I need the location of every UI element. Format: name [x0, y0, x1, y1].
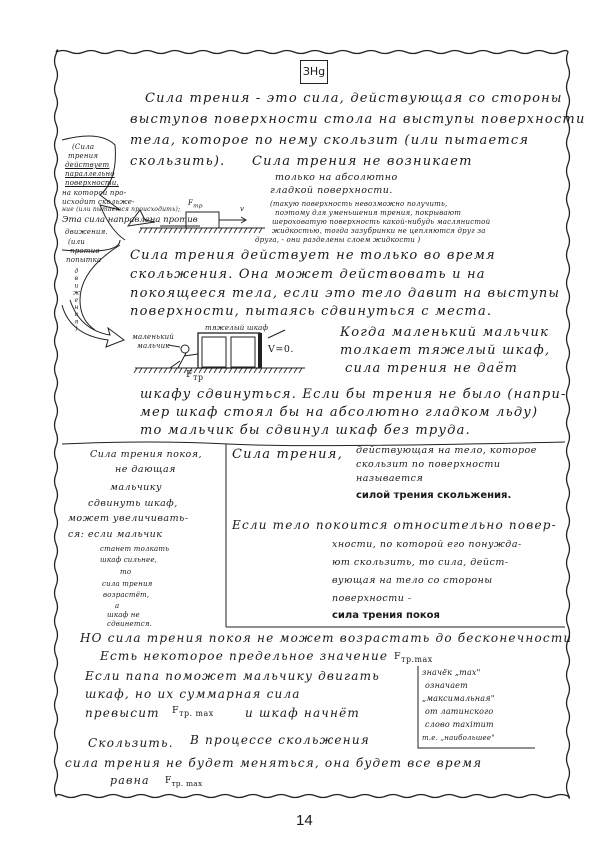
side-line: поверхности,	[65, 179, 119, 187]
force-subscript: тр	[193, 372, 204, 382]
side-line: движения.	[65, 228, 108, 236]
text-line: Сила трения действует не только во время	[130, 248, 496, 263]
force-symbol: F	[165, 776, 172, 786]
force-subscript: тр. max	[171, 778, 203, 788]
text-line: называется	[356, 473, 424, 484]
note-line: „максимальная"	[422, 694, 495, 703]
text-line: хности, по которой его понужда-	[332, 539, 522, 550]
text-line: Скользить.	[88, 736, 174, 750]
text-line: выступов поверхности стола на выступы поверхности	[130, 112, 586, 127]
text-line: шкафу сдвинуться. Если бы трения не было (напри-	[140, 387, 567, 402]
text-line: действующая на тело, которое	[356, 445, 537, 456]
term-static-friction: сила трения покоя	[332, 610, 440, 621]
force-subscript: тр	[193, 203, 203, 210]
text-line: Сила трения - это сила, действующая со стороны	[145, 91, 563, 106]
box-line: сила трения	[102, 580, 153, 588]
friction-label	[188, 199, 203, 210]
friction-label	[186, 370, 204, 382]
text-line: шкаф, но их суммарная сила	[85, 687, 301, 701]
wardrobe-label: тяжелый шкаф	[205, 324, 269, 332]
text-line: превысит	[85, 706, 160, 720]
title-box: ЗНg	[300, 60, 328, 84]
wardrobe	[198, 333, 260, 368]
text-line: скользить).	[130, 154, 226, 169]
fmax-symbol	[394, 652, 433, 664]
box-line: может увеличивать-	[68, 513, 189, 524]
boy-label: маленький	[132, 333, 174, 341]
note-line: поэтому для уменьшения трения, покрывают	[275, 209, 462, 217]
force-symbol: F	[394, 651, 402, 662]
note-line: шероховатую поверхность какой-нибудь маслянистой	[272, 218, 491, 226]
text-line: тела, которое по нему скользит (или пытается	[130, 133, 530, 148]
boy-label: мальчик	[137, 342, 170, 350]
text-line: скольжения. Она может действовать и на	[130, 267, 486, 282]
note-line: значёк „max"	[422, 668, 481, 677]
side-line: движения)	[72, 268, 80, 333]
text-line: В процессе скольжения	[190, 733, 370, 747]
text-line: Если папа поможет мальчику двигать	[85, 669, 380, 683]
side-line: параллельно	[65, 170, 115, 178]
text-line: Когда маленький мальчик	[340, 325, 550, 340]
text-line: сила трения не даёт	[345, 361, 519, 376]
text-line: вующая на тело со стороны	[332, 575, 493, 586]
boy	[181, 345, 189, 353]
velocity-label: v	[240, 205, 245, 213]
side-line: попытка	[66, 256, 102, 264]
note-line: означает	[425, 681, 468, 690]
term-sliding-friction: силой трения скольжения.	[356, 490, 512, 501]
text-line: сила трения не будет меняться, она будет все время	[65, 756, 483, 770]
page-number: 14	[296, 812, 313, 829]
box-line: а	[115, 602, 120, 610]
box-line: станет толкать	[100, 545, 170, 553]
side-line: на которой про-	[62, 189, 127, 197]
text-line: только на абсолютно	[275, 172, 398, 183]
side-line: (Сила	[72, 143, 95, 151]
text-line: поверхности -	[332, 593, 412, 604]
text-line: Если тело покоится относительно повер-	[232, 518, 557, 532]
note-line: слово maximum	[425, 720, 494, 729]
text-line: то мальчик бы сдвинул шкаф без труда.	[140, 423, 471, 438]
note-line: друга, - они разделены слоем жидкости )	[255, 236, 421, 244]
text-line: НО сила трения покоя не может возрастать до бесконечности	[80, 631, 573, 645]
box-line: Сила трения покоя,	[90, 449, 203, 460]
text-line: ют скользить, то сила, дейст-	[332, 557, 509, 568]
box-line: возрастёт,	[103, 591, 150, 599]
box-line: сдвинется.	[107, 620, 153, 628]
text-line: и шкаф начнёт	[245, 706, 360, 720]
box-line: то	[120, 568, 132, 576]
text-line: поверхности, пытаясь сдвинуться с места.	[130, 304, 493, 319]
box-line: сдвинуть шкаф,	[88, 498, 178, 509]
force-subscript: тр. max	[179, 708, 214, 718]
text-line: скользит по поверхности	[356, 459, 501, 470]
box-line: ся: если мальчик	[68, 529, 163, 540]
box-line: шкаф не	[107, 611, 140, 619]
side-line: трения	[68, 152, 99, 160]
force-symbol: F	[172, 705, 180, 716]
force-subscript: тр.max	[401, 654, 433, 664]
fmax-symbol	[172, 706, 214, 718]
side-line: (или	[68, 238, 86, 246]
note-line: жидкостью, тогда зазубринки не цепляются друг за	[272, 227, 486, 235]
text-line: толкает тяжелый шкаф,	[340, 343, 551, 358]
box-line: шкаф сильнее,	[100, 556, 158, 564]
note-line: от латинского	[425, 707, 494, 716]
text-line: Сила трения,	[232, 447, 343, 462]
text-line: мер шкаф стоял бы на абсолютно гладком льду)	[140, 405, 539, 420]
text-line: Есть некоторое предельное значение	[100, 649, 389, 663]
side-line: Эта сила направлена против	[62, 215, 198, 225]
fmax-symbol	[165, 776, 202, 788]
side-line: исходит скольже-	[62, 198, 135, 206]
force-symbol: F	[188, 199, 194, 207]
text-line: покоящееся тела, если это тело давит на выступы	[130, 286, 561, 301]
text-line: Сила трения не возникает	[252, 154, 473, 169]
note-line: т.е. „наибольшее"	[422, 734, 495, 742]
side-line: действует	[65, 161, 110, 169]
velocity-label: V=0.	[268, 344, 294, 355]
box-line: не дающая	[115, 464, 176, 475]
box-line: мальчику	[110, 482, 162, 493]
side-line: против	[70, 247, 100, 255]
note-line: (такую поверхность невозможно получить,	[270, 200, 448, 208]
force-symbol: F	[186, 369, 194, 380]
side-line: ние (или пытается происходить);	[62, 206, 181, 213]
text-line: гладкой поверхности.	[270, 185, 393, 196]
text-line: равна	[110, 774, 150, 787]
